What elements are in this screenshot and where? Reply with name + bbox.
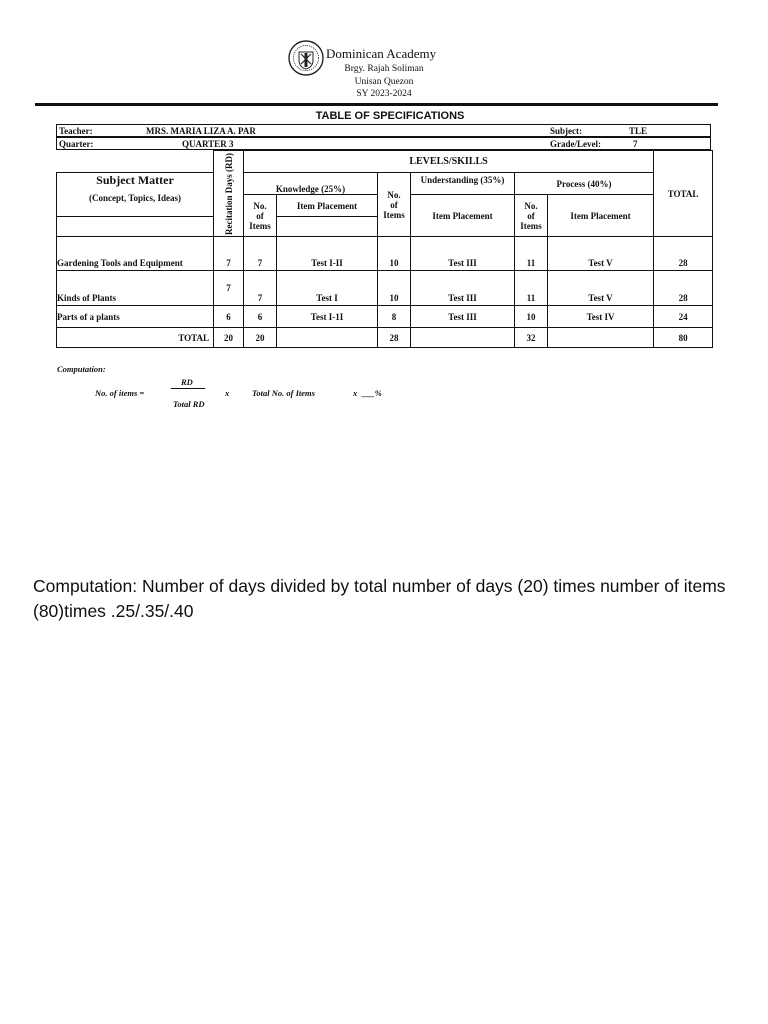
rd-cell: 7 [214,271,244,306]
p-items-cell: 11 [515,271,548,306]
rd-cell: 6 [214,306,244,328]
u-placement-cell: Test III [411,306,515,328]
formula-times-1: x [225,388,230,398]
document-title: TABLE OF SPECIFICATIONS [315,110,465,122]
subject-matter-title: Subject Matter [96,173,174,187]
u-placement-cell: Test III [411,271,515,306]
k-items-total-cell: 20 [244,328,277,348]
p-items-cell: 11 [515,237,548,271]
rd-total-cell: 20 [214,328,244,348]
rd-header: Recitation Days (RD) [223,152,234,235]
k-placement-total-cell [277,328,378,348]
topic-cell: Parts of a plants [57,306,214,328]
quarter-value: QUARTER 3 [182,139,234,149]
topic-cell: Gardening Tools and Equipment [57,237,214,271]
school-name: Dominican Academy [326,46,437,61]
k-no-items-header: No. of Items [244,195,277,237]
teacher-subject-row [56,124,711,137]
grand-total-cell: 80 [654,328,713,348]
table-row [57,271,713,306]
u-items-cell: 8 [378,306,411,328]
u-placement-cell: Test III [411,237,515,271]
fraction-bar [171,388,205,389]
formula-numerator: RD [181,377,193,387]
teacher-label: Teacher: [59,126,93,136]
formula-lhs: No. of items = [95,388,145,398]
process-header: Process (40%) [515,173,654,195]
address-line-2: Unisan Quezon [354,77,414,87]
quarter-label: Quarter: [59,139,94,149]
subject-matter-header [57,173,214,217]
table-row [57,306,713,328]
formula-times-2: x [353,388,358,398]
formula-percent: ___% [362,388,382,398]
rd-cell: 7 [214,237,244,271]
k-items-cell: 7 [244,271,277,306]
row-total-cell: 28 [654,271,713,306]
levels-header: LEVELS/SKILLS [244,151,654,173]
k-placement-cell: Test I-1I [277,306,378,328]
subject-label: Subject: [550,126,582,136]
k-items-cell: 7 [244,237,277,271]
teacher-value: MRS. MARIA LIZA A. PAR [146,126,256,136]
totals-label: TOTAL [57,328,214,348]
computation-label: Computation: [57,364,106,374]
formula-denominator: Total RD [173,399,205,409]
u-placement-total-cell [411,328,515,348]
grade-value: 7 [633,139,638,149]
u-no-items-header: No. of Items [378,173,411,237]
k-placement-blank-cell [277,217,378,237]
formula-total-items: Total No. of Items [252,388,315,398]
p-items-total-cell: 32 [515,328,548,348]
k-item-placement-header: Item Placement [277,195,378,217]
u-items-cell: 10 [378,237,411,271]
p-placement-cell: Test IV [548,306,654,328]
u-items-cell: 10 [378,271,411,306]
knowledge-header: Knowledge (25%) [244,173,378,195]
row-total-cell: 28 [654,237,713,271]
school-year: SY 2023-2024 [356,89,412,99]
address-line-1: Brgy. Rajah Soliman [344,64,424,74]
subject-matter-subtitle: (Concept, Topics, Ideas) [88,193,181,203]
table-row [57,237,713,271]
p-item-placement-header: Item Placement [548,195,654,237]
grade-label: Grade/Level: [550,139,601,149]
total-header: TOTAL [654,151,713,237]
u-items-total-cell: 28 [378,328,411,348]
computation-note: Computation: Number of days divided by total number of days (20) times number of items (80)times .25/.35/.40 [33,576,726,621]
p-no-items-header: No. of Items [515,195,548,237]
k-placement-cell: Test I [277,271,378,306]
totals-row [57,328,713,348]
rd-header-cell [214,151,244,237]
k-placement-cell: Test I-II [277,237,378,271]
quarter-grade-row [56,137,711,150]
p-items-cell: 10 [515,306,548,328]
specifications-table [56,150,713,348]
topic-cell: Kinds of Plants [57,271,214,306]
header-divider [35,103,718,106]
p-placement-cell: Test V [548,271,654,306]
subject-blank-cell [57,217,214,237]
blank-corner [57,151,214,173]
row-total-cell: 24 [654,306,713,328]
u-item-placement-header: Item Placement [411,195,515,237]
p-placement-total-cell [548,328,654,348]
understanding-header: Understanding (35%) [411,173,515,195]
k-items-cell: 6 [244,306,277,328]
p-placement-cell: Test V [548,237,654,271]
subject-value: TLE [629,126,648,136]
